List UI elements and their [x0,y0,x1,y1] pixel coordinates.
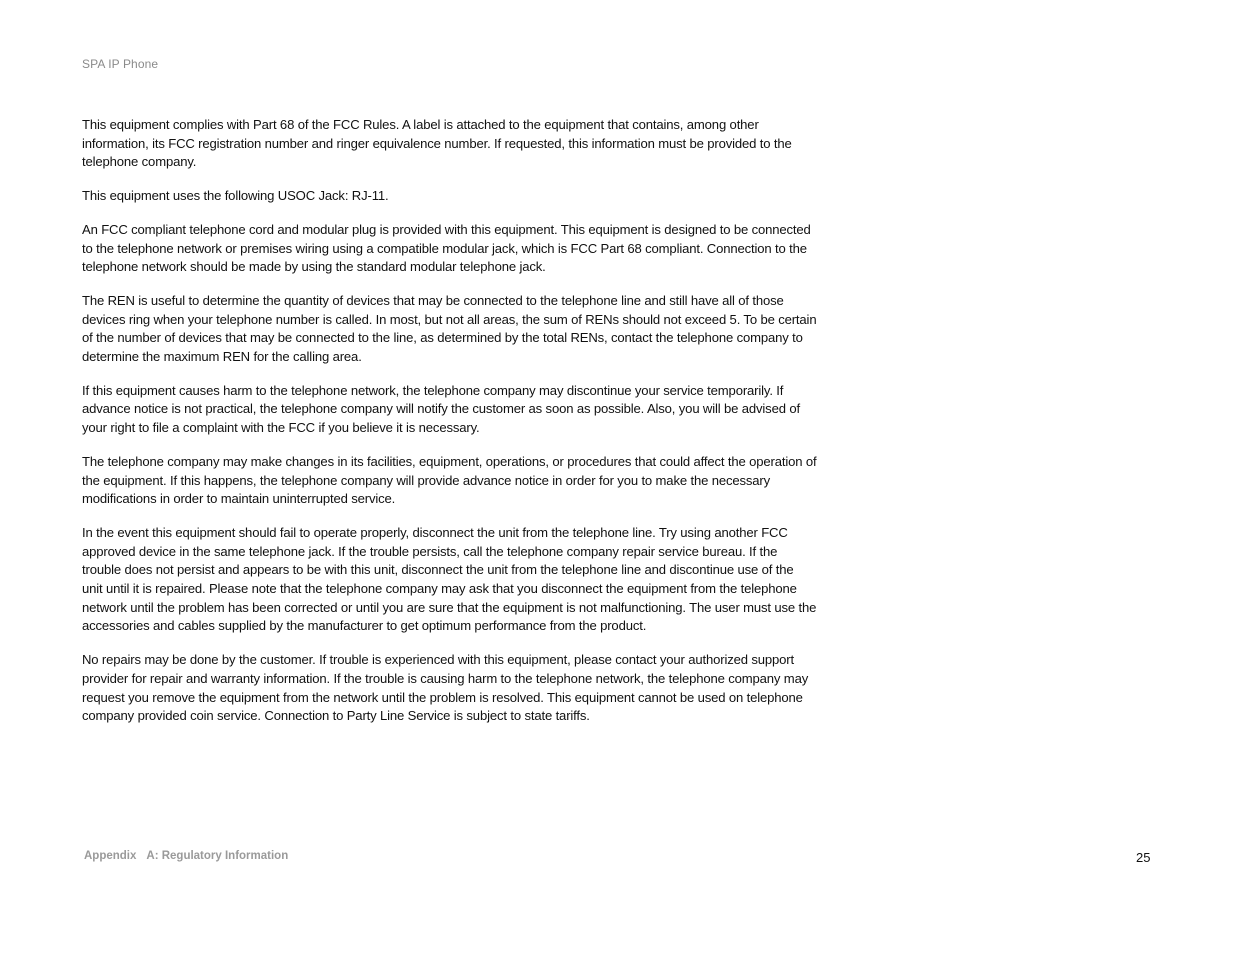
body-text [82,116,817,741]
paragraph-repairs: No repairs may be done by the customer. If trouble is experienced with this equipment, please contact your authorized support provider for repair and warranty information. If the trouble is causing harm to the telephone network, the telephone company may request you remove the equipment from the network until the problem is resolved. This equipment cannot be used on telephone company provided coin service. Connection to Party Line Service is subject to state tariffs. [82,652,809,724]
footer-section [84,850,288,862]
paragraph-fcc-part-68: This equipment complies with Part 68 of the FCC Rules. A label is attached to the equipment that contains, among other information, its FCC registration number and ringer equivalence number. If requested, this information must be provided to the telephone company. [82,117,792,170]
footer-section-title: A: Regulatory Information [146,850,289,862]
footer-section-label: Appendix [84,850,137,862]
paragraph-network-harm: If this equipment causes harm to the telephone network, the telephone company may discontinue your service temporarily. If advance notice is not practical, the telephone company will notify the customer as soon as possible. Also, you will be advised of your right to file a complaint with the FCC if you believe it is necessary. [82,382,800,436]
running-header: SPA IP Phone [82,57,159,71]
page-number: 25 [1136,850,1151,865]
paragraph-usoc-jack: This equipment uses the following USOC Jack: RJ-11. [82,188,389,204]
paragraph-telephone-cord: An FCC compliant telephone cord and modular plug is provided with this equipment. This equipment is designed to be connected to the telephone network or premises wiring using a compatible modular jack, which is FCC Part 68 compliant. Connection to the telephone network should be made by using the standard modular telephone jack. [82,221,811,275]
paragraph-facility-changes: The telephone company may make changes in its facilities, equipment, operations, or procedures that could affect the operation of the equipment. If this happens, the telephone company will provide advance notice in order for you to make the necessary modifications in order to maintain uninterrupted service. [82,453,817,507]
paragraph-ren: The REN is useful to determine the quantity of devices that may be connected to the telephone line and still have all of those devices ring when your telephone number is called. In most, but not all areas, the sum of RENs should not exceed 5. To be certain of the number of devices that may be connected to the line, as determined by the total RENs, contact the telephone company to determine the maximum REN for the calling area. [82,292,817,365]
paragraph-malfunction: In the event this equipment should fail to operate properly, disconnect the unit from the telephone line. Try using another FCC approved device in the same telephone jack. If the trouble persists, call the telephone company repair service bureau. If the trouble does not persist and appears to be with this unit, disconnect the unit from the telephone line and discontinue use of the unit until it is repaired. Please note that the telephone company may ask that you disconnect the equipment from the telephone network until the problem has been corrected or until you are sure that the equipment is not malfunctioning. The user must use the accessories and cables supplied by the manufacturer to get optimum performance from the product. [82,524,817,634]
